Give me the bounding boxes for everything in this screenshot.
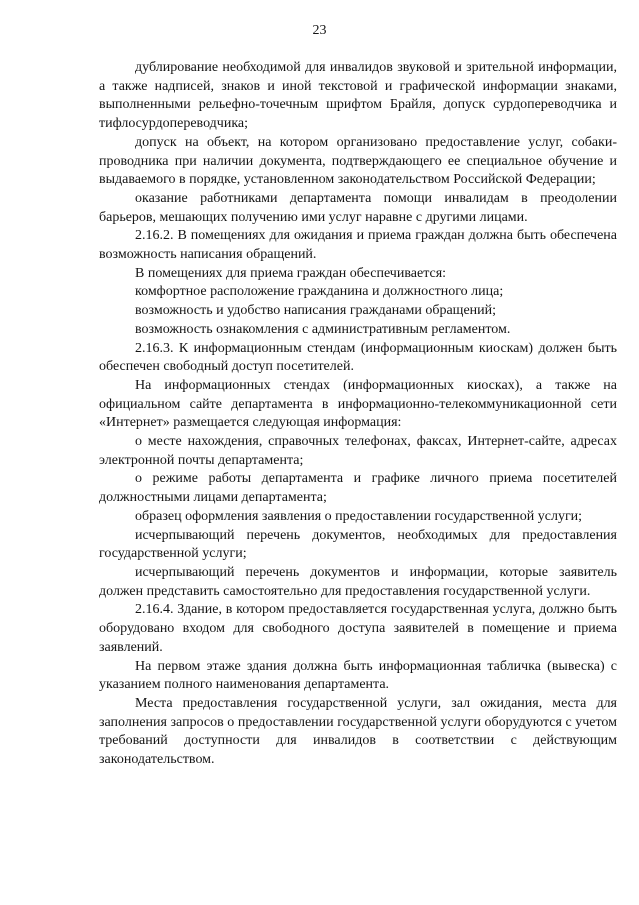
paragraph: На первом этаже здания должна быть информационная табличка (вывеска) с указанием полного наименования департамента.: [99, 658, 617, 693]
paragraph: возможность ознакомления с административным регламентом.: [135, 321, 511, 337]
paragraph: дублирование необходимой для инвалидов звуковой и зрительной информации, а также надписей, знаков и иной текстовой и графической информации знаками, выполненными рельефно-точечным шрифтом Брайля, допуск сурдопереводчика и тифлосурдопереводчика;: [99, 60, 617, 132]
paragraph: исчерпывающий перечень документов и информации, которые заявитель должен представить самостоятельно для предоставления государственной услуги.: [99, 564, 617, 599]
paragraph: исчерпывающий перечень документов, необходимых для предоставления государственной услуги;: [99, 527, 617, 562]
paragraph: оказание работниками департамента помощи инвалидам в преодолении барьеров, мешающих получению ими услуг наравне с другими лицами.: [99, 190, 617, 225]
paragraph: о месте нахождения, справочных телефонах, факсах, Интернет-сайте, адресах электронной почты департамента;: [99, 434, 617, 468]
page-number: 23: [312, 23, 327, 38]
paragraph: Места предоставления государственной услуги, зал ожидания, места для заполнения запросов о предоставлении государственной услуги оборудуются с учетом требований доступности для инвалидов в соответствии с действующим законодательством.: [99, 695, 617, 768]
paragraph: допуск на объект, на котором организовано предоставление услуг, собаки-проводника при наличии документа, подтверждающего ее специальное обучение и выдаваемого в порядке, установленном законодательством Российской Федерации;: [99, 134, 617, 188]
paragraph: 2.16.3. К информационным стендам (информационным киоскам) должен быть обеспечен свободный доступ посетителей.: [99, 340, 617, 375]
paragraph: 2.16.2. В помещениях для ожидания и приема граждан должна быть обеспечена возможность написания обращений.: [99, 228, 617, 263]
paragraph: На информационных стендах (информационных киосках), а также на официальном сайте департамента в информационно-телекоммуникационной сети «Интернет» размещается следующая информация:: [99, 377, 617, 431]
paragraph: возможность и удобство написания гражданами обращений;: [135, 303, 497, 319]
paragraph: 2.16.4. Здание, в котором предоставляется государственная услуга, должно быть оборудовано входом для свободного доступа заявителей в помещение и приема заявлений.: [99, 602, 617, 655]
paragraph: В помещениях для приема граждан обеспечивается:: [135, 265, 447, 281]
paragraph: образец оформления заявления о предоставлении государственной услуги;: [135, 508, 583, 524]
paragraph: комфортное расположение гражданина и должностного лица;: [135, 284, 504, 300]
paragraph: о режиме работы департамента и графике личного приема посетителей должностными лицами департамента;: [99, 471, 617, 506]
document-body: [99, 59, 617, 770]
